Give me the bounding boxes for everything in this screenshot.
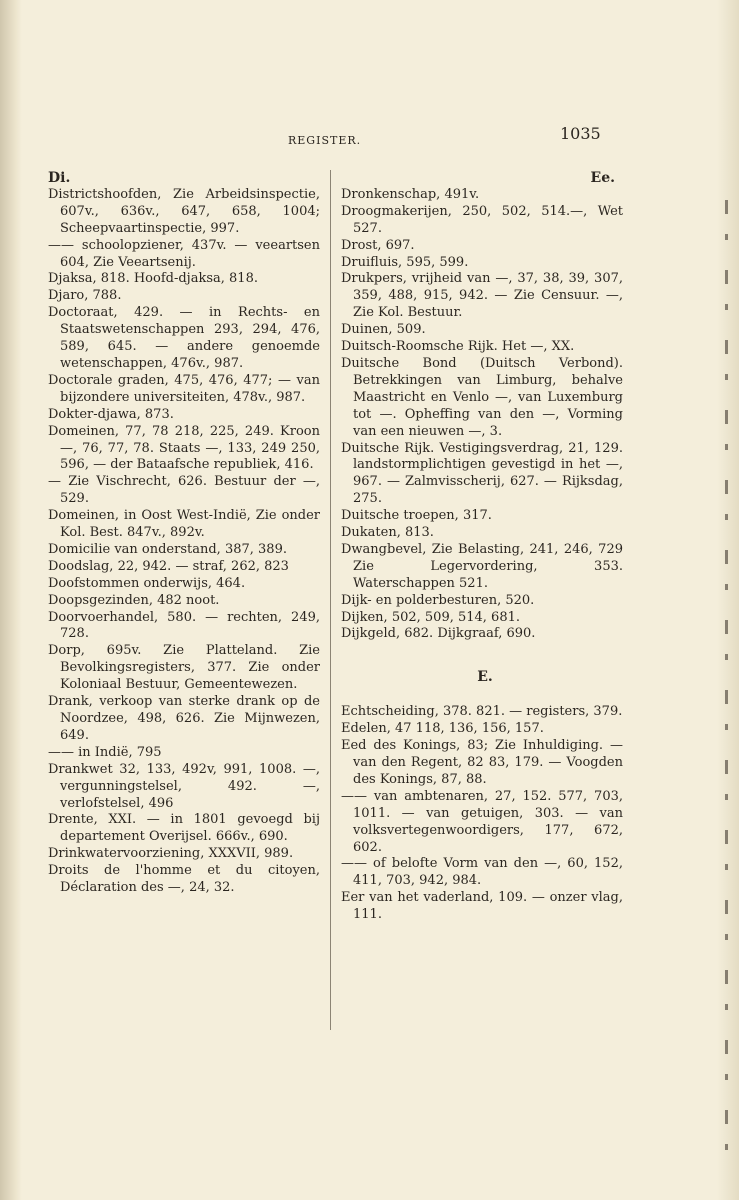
section-heading-e: E. (477, 669, 493, 686)
index-entry: Dorp, 695v. Zie Platteland. Zie Bevolkingsregisters, 377. Zie onder Koloniaal Bestuur, Gemeentewezen. (48, 643, 320, 693)
index-entry: Doodslag, 22, 942. — straf, 262, 823 (48, 558, 289, 574)
page-thumb-marks (725, 200, 728, 1180)
index-entry: Dronkenschap, 491v. (341, 186, 480, 202)
index-entry: Drinkwatervoorziening, XXXVII, 989. (48, 846, 294, 862)
index-entry: Doctorale graden, 475, 476, 477; — van bijzondere universiteiten, 478v., 987. (48, 372, 320, 405)
index-entry: —— van ambtenaren, 27, 152. 577, 703, 1011. — van getuigen, 303. — van volksvertegenwoordigers, 177, 672, 602. (341, 788, 623, 855)
index-entry: Domeinen, in Oost West-Indië, Zie onder Kol. Best. 847v., 892v. (48, 508, 320, 541)
index-entry: —— schoolopziener, 437v. — veeartsen 604, Zie Veeartsenij. (48, 237, 320, 270)
running-head: REGISTER. (288, 134, 362, 147)
index-entry: Dijkgeld, 682. Dijkgraaf, 690. (341, 626, 536, 642)
index-entry: Duitsche troepen, 317. (341, 508, 492, 524)
index-entry: Echtscheiding, 378. 821. — registers, 379. (341, 704, 623, 720)
index-entry: —— in Indië, 795 (48, 744, 162, 760)
index-entry: Doorvoerhandel, 580. — rechten, 249, 728. (48, 609, 320, 642)
right-entry-list-top (341, 187, 623, 643)
index-entry: Djaksa, 818. Hoofd-djaksa, 818. (48, 271, 258, 287)
left-column (48, 170, 320, 897)
index-entry: Dokter-djawa, 873. (48, 406, 174, 422)
index-entry: Eed des Konings, 83; Zie Inhuldiging. — van den Regent, 82 83, 179. — Voogden des Konings, 87, 88. (341, 738, 623, 787)
column-divider (330, 170, 331, 1030)
index-entry: Drost, 697. (341, 237, 415, 253)
index-entry: Domeinen, 77, 78 218, 225, 249. Kroon —, 76, 77, 78. Staats —, 133, 249 250, 596, — der Bataafsche republiek, 416. (48, 423, 320, 473)
index-entry: Drente, XXI. — in 1801 gevoegd bij departement Overijsel. 666v., 690. (48, 812, 320, 845)
index-entry: Drank, verkoop van sterke drank op de Noordzee, 498, 626. Zie Mijnwezen, 649. (48, 694, 320, 743)
index-entry: Dwangbevel, Zie Belasting, 241, 246, 729 Zie Legervordering, 353. Waterschappen 521. (341, 541, 623, 591)
page-left-edge (0, 0, 22, 1200)
index-entry: Droits de l'homme et du citoyen, Déclaration des —, 24, 32. (48, 863, 320, 896)
page-header (0, 122, 739, 150)
index-entry: Edelen, 47 118, 136, 156, 157. (341, 721, 544, 737)
index-entry: Dukaten, 813. (341, 525, 434, 541)
right-entry-list-bottom (341, 704, 623, 924)
page-right-edge (717, 0, 739, 1200)
section-heading-ee: Ee. (590, 170, 615, 186)
index-entry: Drukpers, vrijheid van —, 37, 38, 39, 307, 359, 488, 915, 942. — Zie Censuur. —, Zie Kol. Bestuur. (341, 271, 623, 321)
index-entry: Duinen, 509. (341, 322, 426, 338)
index-entry: Eer van het vaderland, 109. — onzer vlag, 111. (341, 890, 623, 923)
index-entry: Drankwet 32, 133, 492v, 991, 1008. —, vergunningstelsel, 492. —, verlofstelsel, 496 (48, 761, 320, 811)
index-entry: Duitsch-Roomsche Rijk. Het —, XX. (341, 339, 575, 355)
section-heading-di: Di. (48, 170, 71, 186)
index-entry: Droogmakerijen, 250, 502, 514.—, Wet 527. (341, 203, 623, 236)
index-entry: Djaro, 788. (48, 288, 122, 304)
left-entry-list (48, 187, 320, 897)
index-entry: Doopsgezinden, 482 noot. (48, 592, 220, 608)
index-entry: Druifluis, 595, 599. (341, 254, 469, 270)
page-number: 1035 (560, 124, 601, 143)
index-entry: Dijk- en polderbesturen, 520. (341, 592, 535, 608)
index-entry: Dijken, 502, 509, 514, 681. (341, 609, 520, 625)
index-entry: —— of belofte Vorm van den —, 60, 152, 411, 703, 942, 984. (341, 856, 623, 889)
index-entry: Districtshoofden, Zie Arbeidsinspectie, 607v., 636v., 647, 658, 1004; Scheepvaartinspectie, 997. (48, 186, 320, 236)
index-entry: Domicilie van onderstand, 387, 389. (48, 541, 287, 557)
index-entry: Doctoraat, 429. — in Rechts- en Staatswetenschappen 293, 294, 476, 589, 645. — andere genoemde wetenschappen, 476v., 987. (48, 305, 320, 371)
right-column (341, 170, 623, 924)
index-entry: Duitsche Bond (Duitsch Verbond). Betrekkingen van Limburg, behalve Maastricht en Venlo —, van Luxemburg tot —. Opheffing van den —, Vorming van een nieuwen —, 3. (341, 355, 623, 439)
index-entry: — Zie Vischrecht, 626. Bestuur der —, 529. (48, 474, 320, 507)
index-entry: Duitsche Rijk. Vestigingsverdrag, 21, 129. landstormplichtigen gevestigd in het —, 967. — Zalmvisscherij, 627. — Rijksdag, 275. (341, 440, 623, 507)
index-entry: Doofstommen onderwijs, 464. (48, 575, 246, 591)
